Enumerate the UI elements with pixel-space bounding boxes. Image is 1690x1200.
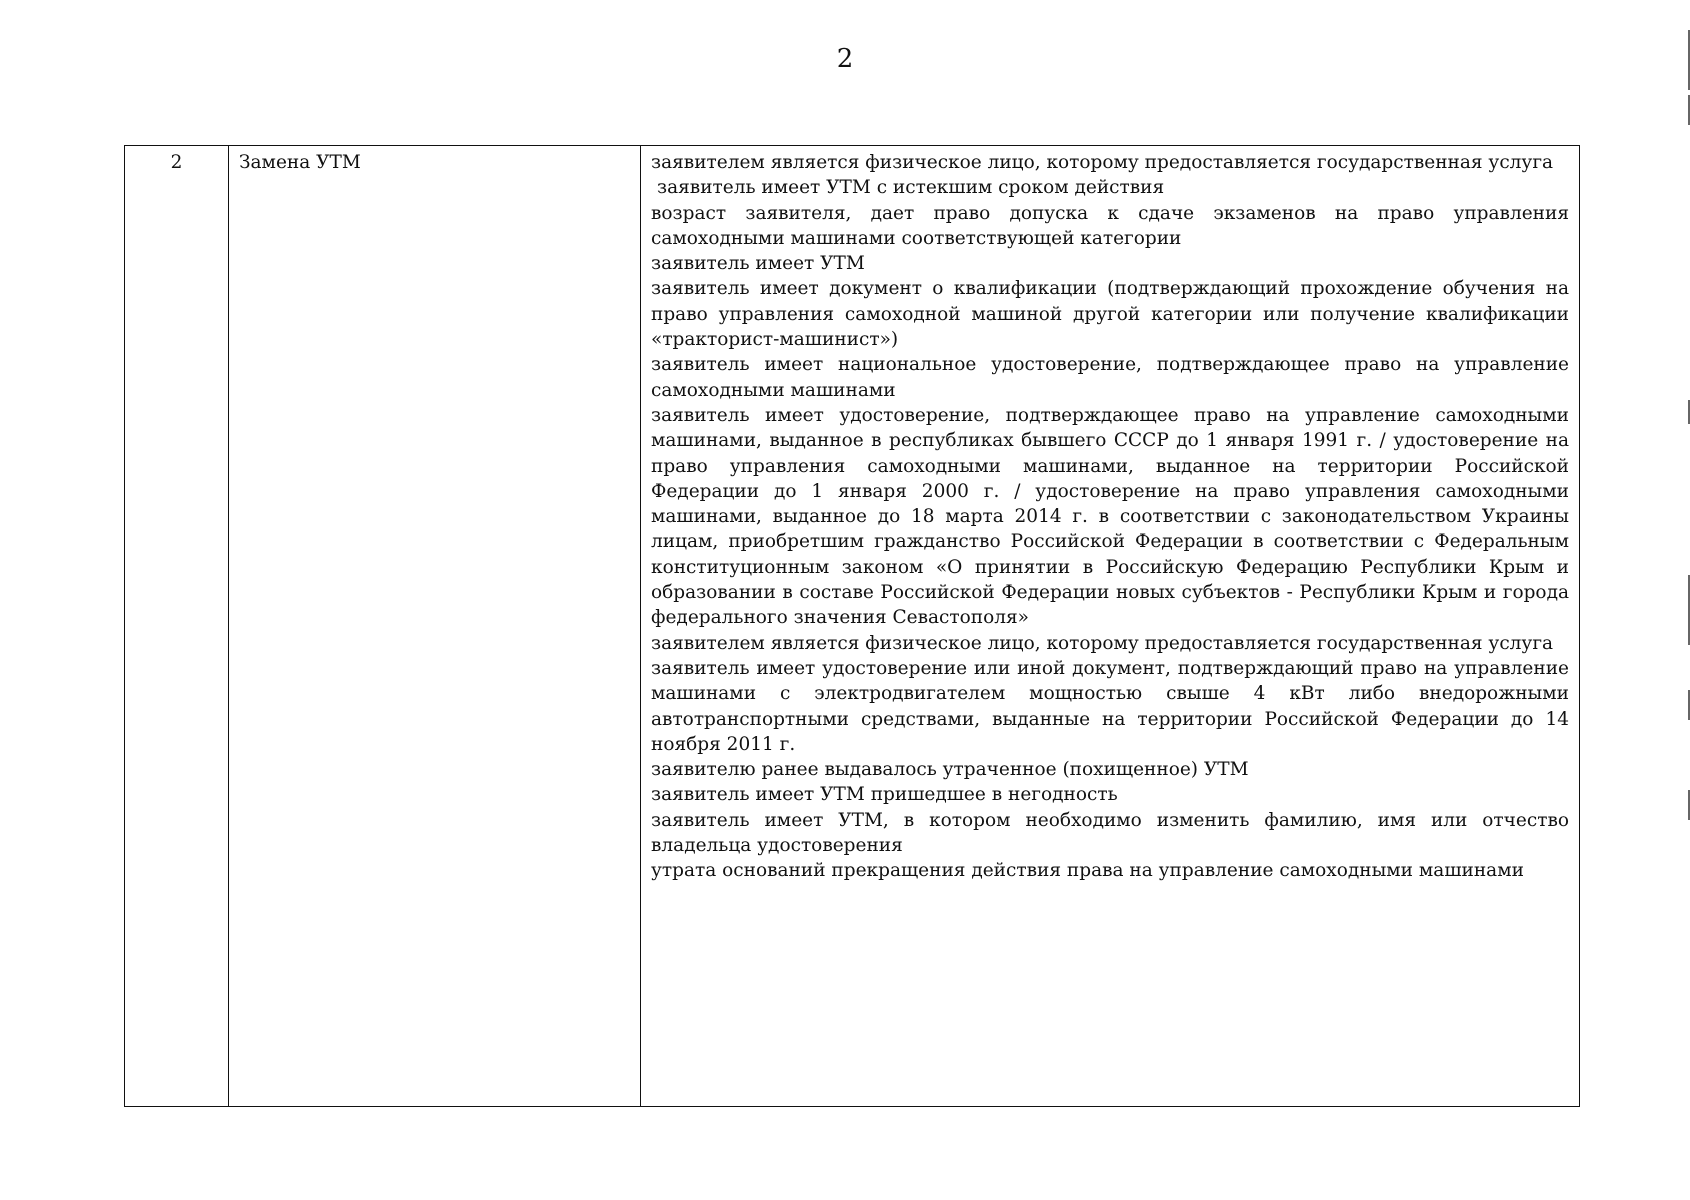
condition-item: заявителем является физическое лицо, которому предоставляется государственная услуга [651,632,1554,654]
table-row [125,146,1580,1107]
row-number-cell [125,146,229,1107]
row-number: 2 [170,152,183,173]
services-table [124,145,1580,1107]
condition-item: заявитель имеет УТМ, в котором необходимо изменить фамилию, имя или отчество владельца удостоверения [651,809,1569,857]
condition-item: возраст заявителя, дает право допуска к сдаче экзаменов на право управления самоходными машинами соответствующей категории [651,202,1569,249]
condition-item: заявитель имеет удостоверение, подтверждающее право на управление самоходными машинами, выданное в республиках бывшего СССР до 1 января 1991 г. / удостоверение на право управления самоходными машинами, выданное на территории Российской Федерации до 1 января 2000 г. / удостоверение на право управления самоходными машинами, выданное до 18 марта 2014 г. в соответствии с законодательством Украины лицам, приобретшим гражданство Российской Федерации в соответствии с Федеральным конституционным законом «О принятии в Российскую Федерацию Республики Крым и образовании в составе Российской Федерации новых субъектов - Республики Крым и города федерального значения Севастополя» [651,404,1569,629]
service-name: Замена УТМ [239,152,361,173]
condition-item: утрата оснований прекращения действия права на управление самоходными машинами [651,860,1524,882]
service-name-cell [229,146,641,1107]
condition-item: заявитель имеет документ о квалификации (подтверждающий прохождение обучения на право управления самоходной машиной другой категории или получение квалификации «тракторист-машинист») [651,278,1569,351]
condition-item: заявитель имеет УТМ [651,253,865,275]
conditions-cell [641,146,1580,1107]
condition-item: заявитель имеет УТМ пришедшее в негодность [651,784,1118,806]
condition-item: заявитель имеет удостоверение или иной документ, подтверждающий право на управление машинами с электродвигателем мощностью свыше 4 кВт либо внедорожными автотранспортными средствами, выданные на территории Российской Федерации до 14 ноября 2011 г. [651,657,1569,755]
condition-item: заявитель имеет национальное удостоверение, подтверждающее право на управление самоходными машинами [651,354,1569,401]
condition-item: заявителю ранее выдавалось утраченное (похищенное) УТМ [651,759,1249,781]
condition-item: заявитель имеет УТМ с истекшим сроком действия [657,177,1165,199]
condition-item: заявителем является физическое лицо, которому предоставляется государственная услуга [651,152,1554,173]
page-number: 2 [836,44,854,74]
